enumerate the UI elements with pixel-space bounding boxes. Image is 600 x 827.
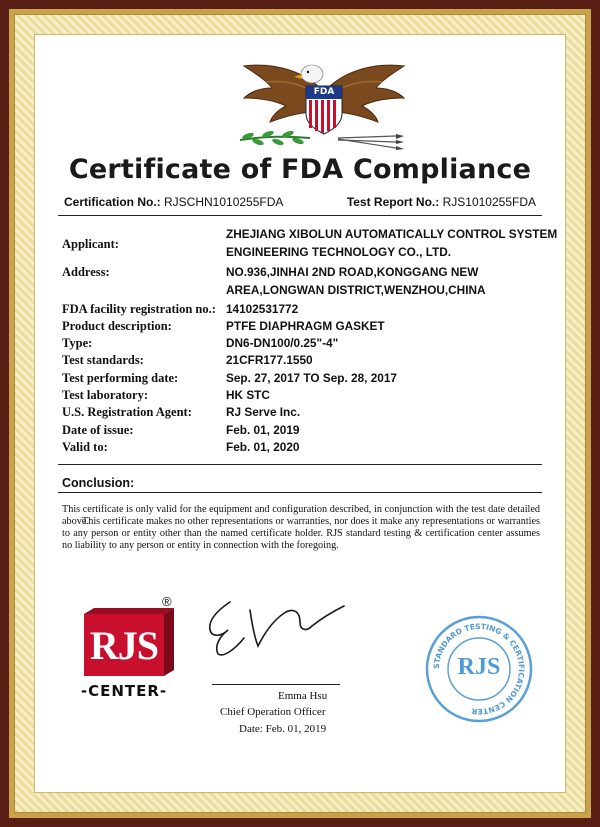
type-label: Type: xyxy=(62,336,93,350)
product-description-label: Product description: xyxy=(62,319,172,333)
address-line-1: NO.936,JINHAI 2ND ROAD,KONGGANG NEW xyxy=(226,265,479,279)
registered-mark: ® xyxy=(162,594,172,609)
certification-number-label: Certification No.: xyxy=(64,195,161,209)
test-laboratory-value: HK STC xyxy=(226,388,270,402)
test-report-number xyxy=(347,195,536,209)
conclusion-paragraph-1: This certificate is only valid for the equipment and configuration described, in conjunction with the test date detailed above. xyxy=(62,504,540,527)
stamp-ring-text: STANDARD TESTING & CERTIFICATION CENTER xyxy=(431,621,527,717)
fda-registration-value: 14102531772 xyxy=(226,302,299,316)
eagle-emblem-icon xyxy=(236,52,412,156)
test-performing-date-label: Test performing date: xyxy=(62,371,179,385)
applicant-label: Applicant: xyxy=(62,237,119,251)
signature-date: Date: Feb. 01, 2019 xyxy=(239,723,327,735)
certification-stamp xyxy=(424,614,534,724)
rjs-center-logo xyxy=(68,594,180,704)
divider-middle xyxy=(58,464,542,465)
test-report-number-value: RJS1010255FDA xyxy=(442,195,536,209)
date-of-issue-value: Feb. 01, 2019 xyxy=(226,423,300,437)
address-line-2: AREA,LONGWAN DISTRICT,WENZHOU,CHINA xyxy=(226,283,486,297)
test-performing-date-value: Sep. 27, 2017 TO Sep. 28, 2017 xyxy=(226,371,397,385)
signer-title: Chief Operation Officer xyxy=(220,706,326,718)
stamp-center-text: RJS xyxy=(457,654,501,680)
address-label: Address: xyxy=(62,265,110,279)
test-standards-label: Test standards: xyxy=(62,353,144,367)
applicant-line-1: ZHEJIANG XIBOLUN AUTOMATICALLY CONTROL SYSTEM xyxy=(226,227,558,241)
emblem-fda-label: FDA xyxy=(313,87,335,97)
valid-to-value: Feb. 01, 2020 xyxy=(226,440,300,454)
divider-conclusion xyxy=(58,492,542,493)
conclusion-paragraph-2: This certificate makes no other representations or warranties, nor does it make any representations or warranties to any person or entity other than the named certificate holder. RJS standard testing & certification center assumes no liability to any person or entity in connection with the foregoing. xyxy=(62,516,540,551)
registration-agent-label: U.S. Registration Agent: xyxy=(62,405,192,419)
signature-icon xyxy=(200,590,350,660)
product-description-value: PTFE DIAPHRAGM GASKET xyxy=(226,319,385,333)
valid-to-label: Valid to: xyxy=(62,440,108,454)
test-report-number-label: Test Report No.: xyxy=(346,195,440,209)
certificate-title: Certificate of FDA Compliance xyxy=(68,154,532,185)
date-of-issue-label: Date of issue: xyxy=(62,423,134,437)
signer-name: Emma Hsu xyxy=(278,690,328,702)
rjs-logo-caption: -CENTER- xyxy=(80,682,168,700)
test-laboratory-label: Test laboratory: xyxy=(62,388,148,402)
test-standards-value: 21CFR177.1550 xyxy=(226,353,313,367)
fda-registration-label: FDA facility registration no.: xyxy=(62,302,216,316)
divider-top xyxy=(58,215,542,216)
applicant-line-2: ENGINEERING TECHNOLOGY CO., LTD. xyxy=(226,245,452,259)
certification-number-value: RJSCHN1010255FDA xyxy=(164,195,284,209)
certification-number xyxy=(64,195,283,209)
conclusion-heading: Conclusion: xyxy=(62,476,135,490)
type-value: DN6-DN100/0.25"-4" xyxy=(226,336,339,350)
signature-line xyxy=(212,684,340,685)
rjs-logo-text: RJS xyxy=(89,623,159,668)
registration-agent-value: RJ Serve Inc. xyxy=(226,405,301,419)
